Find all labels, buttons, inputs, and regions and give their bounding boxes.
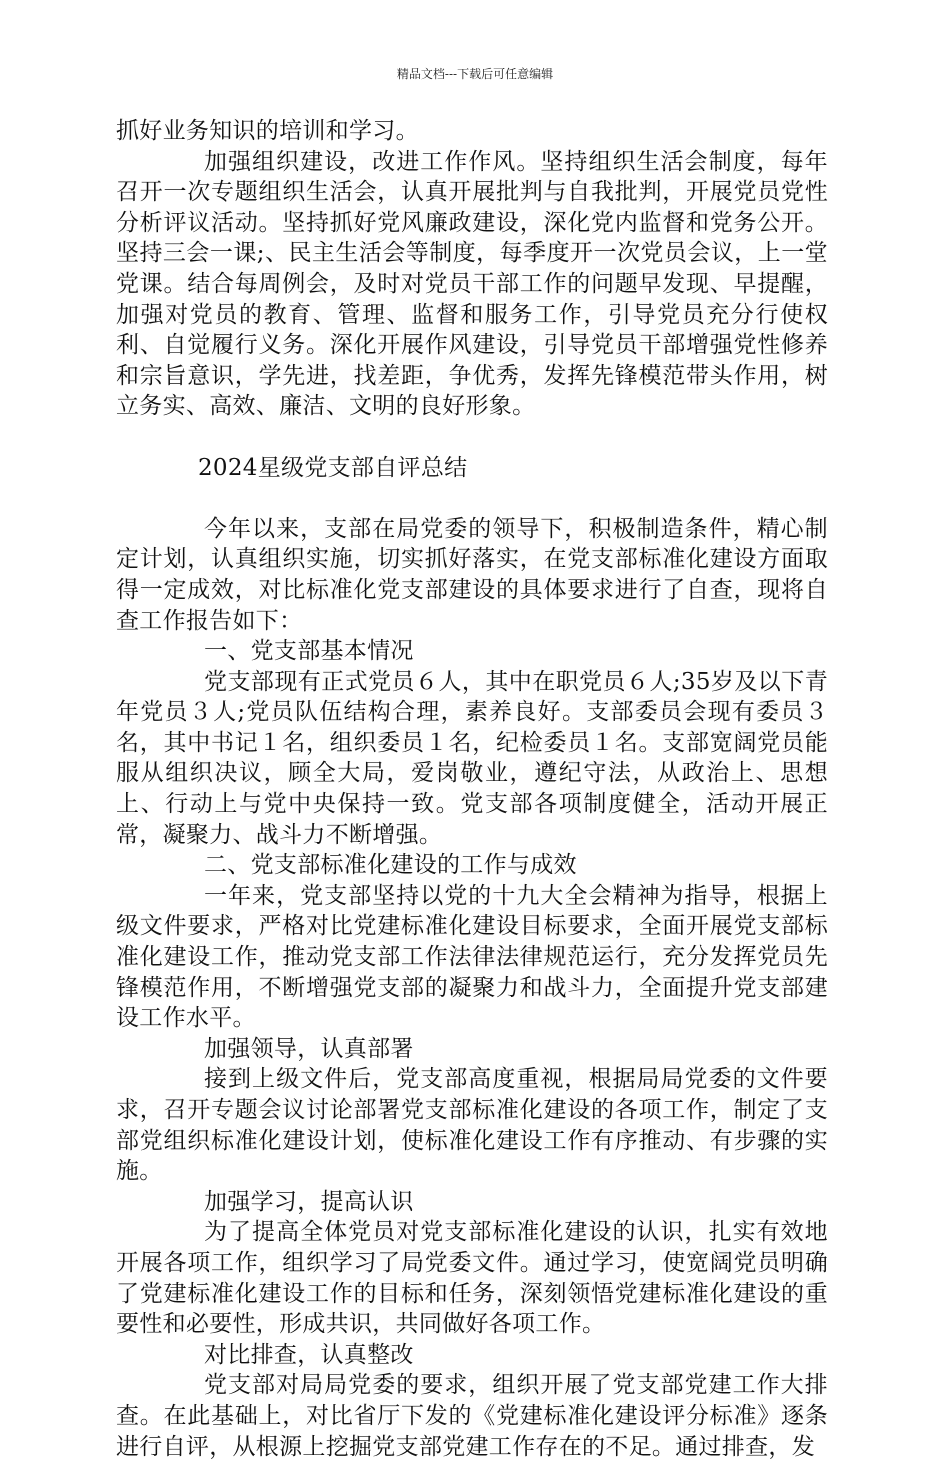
- subsection-heading: 加强学习，提高认识: [204, 1188, 414, 1215]
- paragraph: 加强组织建设，改进工作作风。坚持组织生活会制度，每年召开一次专题组织生活会，认真开展批判与自我批判，开展党员党性分析评议活动。坚持抓好党风廉政建设，深化党内监督和党务公开。坚持三会一课;、民主生活会等制度，每季度开一次党员会议，上一堂党课。结合每周例会，及时对党员干部工作的问题早发现、早提醒，加强对党员的教育、管理、监督和服务工作，引导党员充分行使权利、自觉履行义务。深化开展作风建设，引导党员干部增强党性修养和宗旨意识，学先进，找差距，争优秀，发挥先锋模范带头作用，树立务实、高效、廉洁、文明的良好形象。: [116, 148, 828, 420]
- document-title: 2024星级党支部自评总结: [198, 454, 468, 481]
- paragraph: 一年来，党支部坚持以党的十九大全会精神为指导，根据上级文件要求，严格对比党建标准化建设目标要求，全面开展党支部标准化建设工作，推动党支部工作法律法律规范运行，充分发挥党员先锋模范作用，不断增强党支部的凝聚力和战斗力，全面提升党支部建设工作水平。: [116, 882, 828, 1032]
- paragraph: 今年以来，支部在局党委的领导下，积极制造条件，精心制定计划，认真组织实施，切实抓好落实，在党支部标准化建设方面取得一定成效，对比标准化党支部建设的具体要求进行了自查，现将自查工作报告如下：: [116, 515, 828, 634]
- paragraph: 抓好业务知识的培训和学习。: [116, 118, 419, 144]
- blank-line: [116, 422, 828, 453]
- document-body: [116, 116, 828, 1462]
- paragraph: 党支部现有正式党员６人，其中在职党员６人;35岁及以下青年党员３人;党员队伍结构合理，素养良好。支部委员会现有委员３名，其中书记１名，组织委员１名，纪检委员１名。支部宽阔党员能服从组织决议，顾全大局，爱岗敬业，遵纪守法，从政治上、思想上、行动上与党中央保持一致。党支部各项制度健全，活动开展正常，凝聚力、战斗力不断增强。: [116, 668, 828, 848]
- subsection-heading: 对比排查，认真整改: [204, 1341, 414, 1368]
- paragraph: 党支部对局局党委的要求，组织开展了党支部党建工作大排查。在此基础上，对比省厅下发的《党建标准化建设评分标准》逐条进行自评，从根源上挖掘党支部党建工作存在的不足。通过排查，发: [116, 1372, 828, 1460]
- page-header: 精品文档---下载后可任意编辑: [396, 67, 554, 81]
- section-heading: 二、党支部标准化建设的工作与成效: [204, 852, 577, 879]
- paragraph: 为了提高全体党员对党支部标准化建设的认识，扎实有效地开展各项工作，组织学习了局党委文件。通过学习，使宽阔党员明确了党建标准化建设工作的目标和任务，深刻领悟党建标准化建设的重要性和必要性，形成共识，共同做好各项工作。: [116, 1219, 828, 1338]
- section-heading: 一、党支部基本情况: [204, 638, 414, 665]
- subsection-heading: 加强领导，认真部署: [204, 1035, 414, 1062]
- blank-line: [116, 483, 828, 514]
- paragraph: 接到上级文件后，党支部高度重视，根据局局党委的文件要求，召开专题会议讨论部署党支部标准化建设的各项工作，制定了支部党组织标准化建设计划，使标准化建设工作有序推动、有步骤的实施。: [116, 1066, 828, 1185]
